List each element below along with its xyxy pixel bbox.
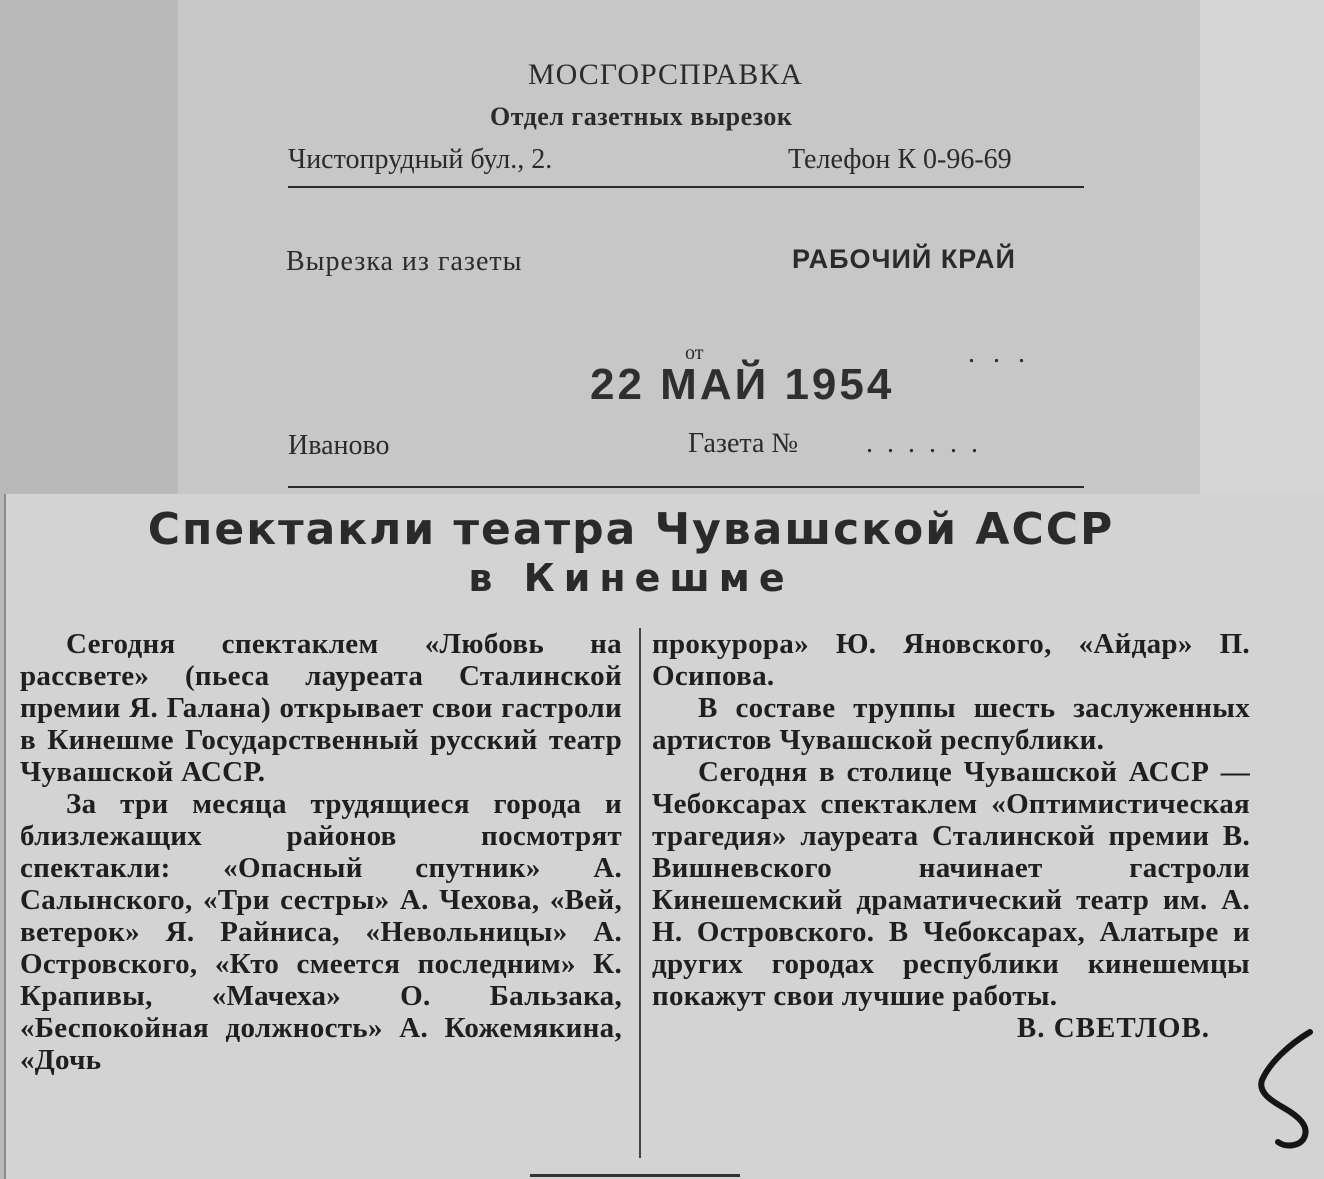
header-rule bbox=[288, 186, 1084, 188]
city-name: Иваново bbox=[288, 430, 390, 461]
department-name: Отдел газетных вырезок bbox=[490, 102, 793, 131]
agency-name: МОСГОРСПРАВКА bbox=[528, 58, 803, 91]
bottom-rule bbox=[530, 1174, 740, 1177]
date-prefix: от bbox=[685, 342, 704, 364]
footer-rule bbox=[288, 486, 1084, 488]
column-divider bbox=[639, 628, 641, 1158]
article-column-left bbox=[20, 628, 622, 1076]
paragraph: Сегодня спектаклем «Любовь на рассвете» (пьеса лауреата Сталинской премии Я. Галана) открывает свои гастроли в Кинешме Государственный русский театр Чувашской АССР. bbox=[20, 628, 622, 788]
paper-number-dots: ...... bbox=[866, 428, 992, 459]
paper-number-label: Газета № bbox=[688, 428, 799, 459]
author-signature: В. СВЕТЛОВ. bbox=[1016, 1012, 1210, 1044]
paragraph: Сегодня в столице Чувашской АССР — Чебоксарах спектаклем «Оптимистическая трагедия» лауреата Сталинской премии В. Вишневского начинает гастроли Кинешемский драматический театр им. А. Н. Островского. В Чебоксарах, Алатыре и других городах республики кинешемцы покажут свои лучшие работы. bbox=[652, 756, 1250, 1012]
article-headline: Спектакли театра Чувашской АССР bbox=[147, 504, 1115, 555]
newspaper-name: РАБОЧИЙ КРАЙ bbox=[792, 244, 1016, 274]
paragraph: За три месяца трудящиеся города и близлежащих районов посмотрят спектакли: «Опасный спутник» А. Салынского, «Три сестры» А. Чехова, «Вей, ветерок» Я. Райниса, «Невольницы» А. Островского, «Кто смеется последним» К. Крапивы, «Мачеха» О. Бальзака, «Беспокойная должность» А. Кожемякина, «Дочь bbox=[20, 788, 622, 1076]
article-column-right bbox=[652, 628, 1250, 1044]
reference-slip bbox=[178, 0, 1200, 500]
background-strip bbox=[1200, 0, 1324, 500]
newspaper-clipping bbox=[4, 494, 1324, 1179]
clip-label: Вырезка из газеты bbox=[286, 246, 523, 277]
agency-phone: Телефон К 0-96-69 bbox=[788, 144, 1012, 175]
date-stamp: 22 МАЙ 1954 bbox=[590, 360, 895, 409]
handwritten-mark-icon bbox=[1240, 1022, 1324, 1162]
date-dots: ... bbox=[968, 338, 1043, 369]
paragraph: прокурора» Ю. Яновского, «Айдар» П. Осипова. bbox=[652, 628, 1250, 692]
article-subheadline: в Кинешме bbox=[468, 556, 794, 600]
paragraph: В составе труппы шесть заслуженных артистов Чувашской республики. bbox=[652, 692, 1250, 756]
agency-address: Чистопрудный бул., 2. bbox=[288, 144, 553, 175]
